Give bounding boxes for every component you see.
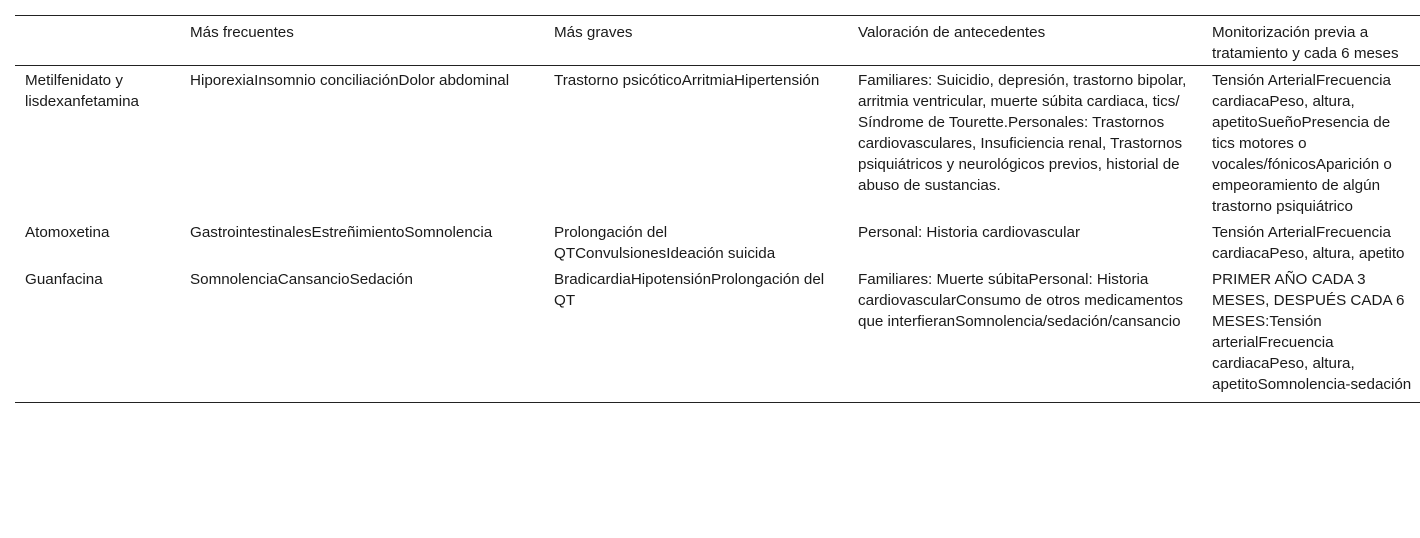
table-body [15, 66, 1420, 403]
cell-most-severe: BradicardiaHipotensiónProlongación del QT [554, 271, 825, 309]
header-row [15, 16, 1420, 66]
table-row [15, 66, 1420, 219]
header-cell-history-assessment: Valoración de antecedentes [858, 24, 1046, 41]
adhd-medication-table [15, 15, 1420, 403]
header-cell-medication [15, 16, 180, 66]
header-cell-most-severe: Más graves [554, 24, 633, 41]
cell-history-assessment: Familiares: Suicidio, depresión, trastorno bipolar, arritmia ventricular, muerte súbita cardiaca, tics/ Síndrome de Tourette.Personales: Trastornos cardiovasculares, Insuficiencia renal, Trastornos psiquiátricos y neurológicos previos, historial de abuso de sustancias. [858, 72, 1187, 194]
cell-monitoring: Tensión ArterialFrecuencia cardiacaPeso, altura, apetitoSueñoPresencia de tics motores o vocales/fónicosAparición o empeoramiento de algún trastorno psiquiátrico [1212, 72, 1392, 215]
cell-most-severe: Prolongación del QTConvulsionesIdeación suicida [554, 224, 776, 262]
cell-most-frequent: GastrointestinalesEstreñimientoSomnolencia [190, 224, 493, 241]
adhd-medication-table-container [15, 15, 1420, 403]
cell-medication: Metilfenidato y lisdexanfetamina [25, 72, 139, 110]
header-cell-most-frequent: Más frecuentes [190, 24, 294, 41]
cell-medication: Guanfacina [25, 271, 103, 288]
cell-most-frequent: SomnolenciaCansancioSedación [190, 271, 413, 288]
table-row [15, 218, 1420, 265]
cell-monitoring: Tensión ArterialFrecuencia cardiacaPeso, altura, apetito [1212, 224, 1405, 262]
cell-history-assessment: Personal: Historia cardiovascular [858, 224, 1080, 241]
cell-medication: Atomoxetina [25, 224, 110, 241]
table-header [15, 16, 1420, 66]
table-row [15, 265, 1420, 403]
header-cell-monitoring: Monitorización previa a tratamiento y cada 6 meses [1212, 24, 1399, 62]
cell-monitoring: PRIMER AÑO CADA 3 MESES, DESPUÉS CADA 6 MESES:Tensión arterialFrecuencia cardiacaPeso, altura, apetitoSomnolencia-sedación [1212, 271, 1412, 393]
cell-history-assessment: Familiares: Muerte súbitaPersonal: Historia cardiovascularConsumo de otros medicamentos que interfieranSomnolencia/sedación/cansancio [858, 271, 1183, 330]
cell-most-severe: Trastorno psicóticoArritmiaHipertensión [554, 72, 820, 89]
cell-most-frequent: HiporexiaInsomnio conciliaciónDolor abdominal [190, 72, 510, 89]
